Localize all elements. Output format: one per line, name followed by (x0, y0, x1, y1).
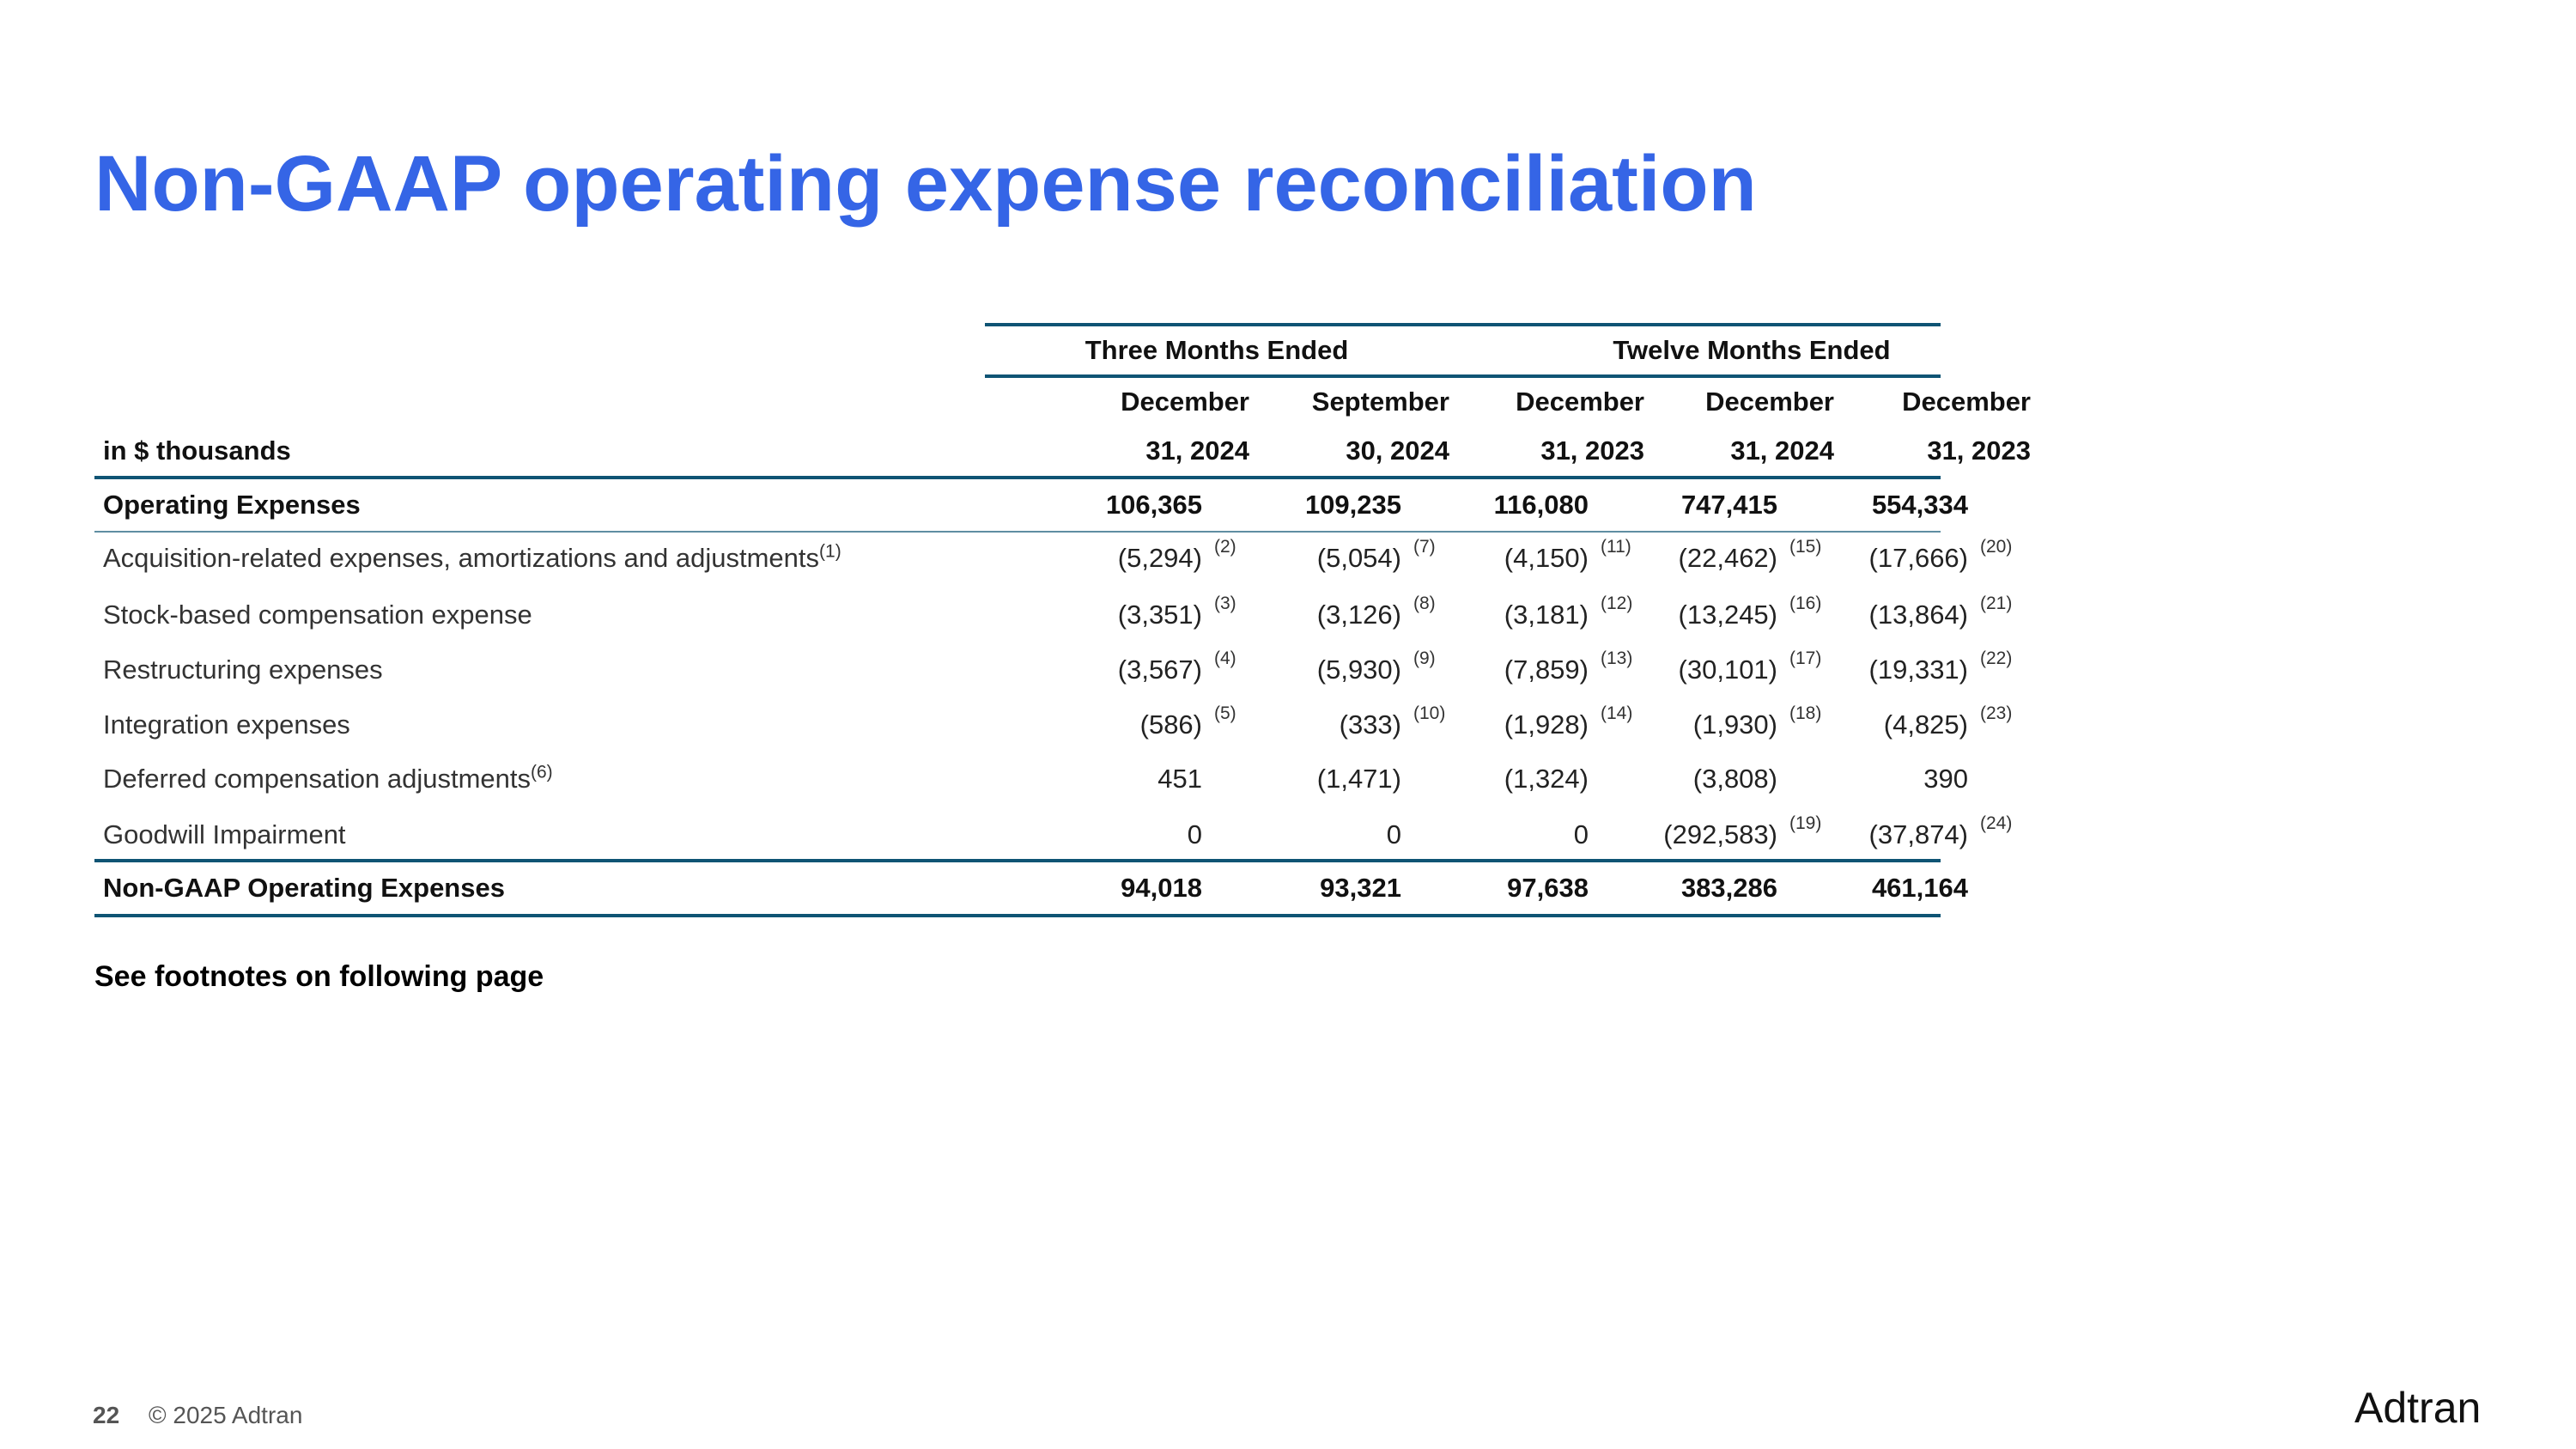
value-cell: 106,365 (1105, 490, 1202, 520)
footnote-ref: (21) (1980, 594, 2013, 613)
footnote-ref: (13) (1601, 648, 1633, 668)
total-top-rule (94, 859, 1941, 862)
reconciliation-table (94, 318, 2031, 919)
row-label-text: Deferred compensation adjustments (103, 764, 531, 794)
footnote-ref: (19) (1789, 813, 1822, 833)
row-label (103, 541, 841, 573)
footnote-ref: (15) (1789, 537, 1822, 557)
row-label: Non-GAAP Operating Expenses (103, 873, 505, 903)
value-cell: (5,930) (1316, 654, 1401, 685)
footnote-ref: (10) (1413, 703, 1446, 723)
value-cell: (1,928) (1504, 709, 1589, 740)
footnote-ref: (7) (1413, 537, 1436, 557)
row-divider (94, 531, 1941, 533)
value-cell: (5,294) (1117, 543, 1202, 573)
value-cell: (13,864) (1868, 600, 1968, 630)
column-header-date: 31, 2023 (1540, 435, 1644, 466)
value-cell: (19,331) (1868, 654, 1968, 685)
column-header-date: 31, 2024 (1730, 435, 1834, 466)
row-label: Stock-based compensation expense (103, 600, 532, 630)
group-header-twelve-months: Twelve Months Ended (1613, 335, 1891, 365)
column-header-month: December (1705, 387, 1834, 417)
value-cell: 451 (1157, 764, 1202, 794)
value-cell: 461,164 (1871, 873, 1968, 903)
header-group-rule (985, 374, 1941, 378)
value-cell: 94,018 (1121, 873, 1202, 903)
value-cell: (7,859) (1504, 654, 1589, 685)
page-number: 22 (93, 1402, 120, 1428)
footnote-ref: (16) (1789, 594, 1822, 613)
value-cell: (1,324) (1504, 764, 1589, 794)
footnote-ref: (23) (1980, 703, 2013, 723)
value-cell: 747,415 (1680, 490, 1777, 520)
header-top-rule (985, 323, 1941, 326)
page-title: Non-GAAP operating expense reconciliation (94, 140, 1757, 228)
value-cell: 390 (1923, 764, 1968, 794)
value-cell: (3,808) (1692, 764, 1777, 794)
value-cell: (1,471) (1316, 764, 1401, 794)
logo-text: Adtran (2354, 1385, 2482, 1429)
column-header-date: 31, 2024 (1145, 435, 1249, 466)
column-header-date: 30, 2024 (1346, 435, 1449, 466)
footnote-ref: (1) (819, 541, 841, 562)
row-label-text: Acquisition-related expenses, amortizations and adjustments (103, 543, 820, 573)
column-header-month: December (1516, 387, 1644, 417)
value-cell: (17,666) (1868, 543, 1968, 573)
footnote-ref: (5) (1214, 703, 1236, 723)
value-cell: (4,150) (1504, 543, 1589, 573)
value-cell: 383,286 (1680, 873, 1777, 903)
table-bottom-rule (94, 914, 1941, 917)
value-cell: (3,567) (1117, 654, 1202, 685)
value-cell: 97,638 (1507, 873, 1589, 903)
value-cell: (5,054) (1316, 543, 1401, 573)
footnote-ref: (20) (1980, 537, 2013, 557)
value-cell: (30,101) (1678, 654, 1777, 685)
footnote-ref: (2) (1214, 537, 1236, 557)
value-cell: (586) (1139, 709, 1202, 740)
footnote-ref: (12) (1601, 594, 1633, 613)
value-cell: 109,235 (1304, 490, 1401, 520)
value-cell: 0 (1386, 819, 1401, 849)
footnote-ref: (17) (1789, 648, 1822, 668)
footnote-ref: (11) (1601, 537, 1631, 557)
footnote-ref: (14) (1601, 703, 1633, 723)
column-header-month: September (1311, 387, 1449, 417)
value-cell: (3,351) (1117, 600, 1202, 630)
footnote-ref: (22) (1980, 648, 2013, 668)
row-label: Operating Expenses (103, 490, 361, 520)
value-cell: (3,181) (1504, 600, 1589, 630)
value-cell: 554,334 (1871, 490, 1968, 520)
header-bottom-rule (94, 476, 1941, 479)
group-header-three-months: Three Months Ended (1084, 335, 1349, 365)
value-cell: (292,583) (1663, 819, 1777, 849)
value-cell: 0 (1573, 819, 1589, 849)
row-label: Restructuring expenses (103, 654, 383, 685)
footnote-ref: (24) (1980, 813, 2013, 833)
value-cell: (333) (1339, 709, 1401, 740)
value-cell: (1,930) (1692, 709, 1777, 740)
column-header-month: December (1902, 387, 2031, 417)
footnote-ref: (6) (530, 762, 553, 782)
row-label: Goodwill Impairment (103, 819, 346, 849)
adtran-logo (2354, 1385, 2504, 1429)
copyright: © 2025 Adtran (149, 1402, 303, 1428)
value-cell: (13,245) (1678, 600, 1777, 630)
footnote-note: See footnotes on following page (94, 960, 544, 993)
footnote-ref: (3) (1214, 594, 1236, 613)
column-header-month: December (1121, 387, 1249, 417)
column-header-date: 31, 2023 (1927, 435, 2031, 466)
footnote-ref: (18) (1789, 703, 1822, 723)
value-cell: (3,126) (1316, 600, 1401, 630)
unit-label: in $ thousands (103, 435, 291, 466)
value-cell: (22,462) (1678, 543, 1777, 573)
value-cell: 0 (1187, 819, 1202, 849)
row-label (103, 762, 553, 794)
value-cell: (4,825) (1883, 709, 1968, 740)
footnote-ref: (9) (1413, 648, 1436, 668)
footnote-ref: (8) (1413, 594, 1436, 613)
value-cell: 116,080 (1493, 490, 1589, 520)
row-label: Integration expenses (103, 709, 350, 740)
footnote-ref: (4) (1214, 648, 1236, 668)
value-cell: 93,321 (1320, 873, 1401, 903)
value-cell: (37,874) (1868, 819, 1968, 849)
